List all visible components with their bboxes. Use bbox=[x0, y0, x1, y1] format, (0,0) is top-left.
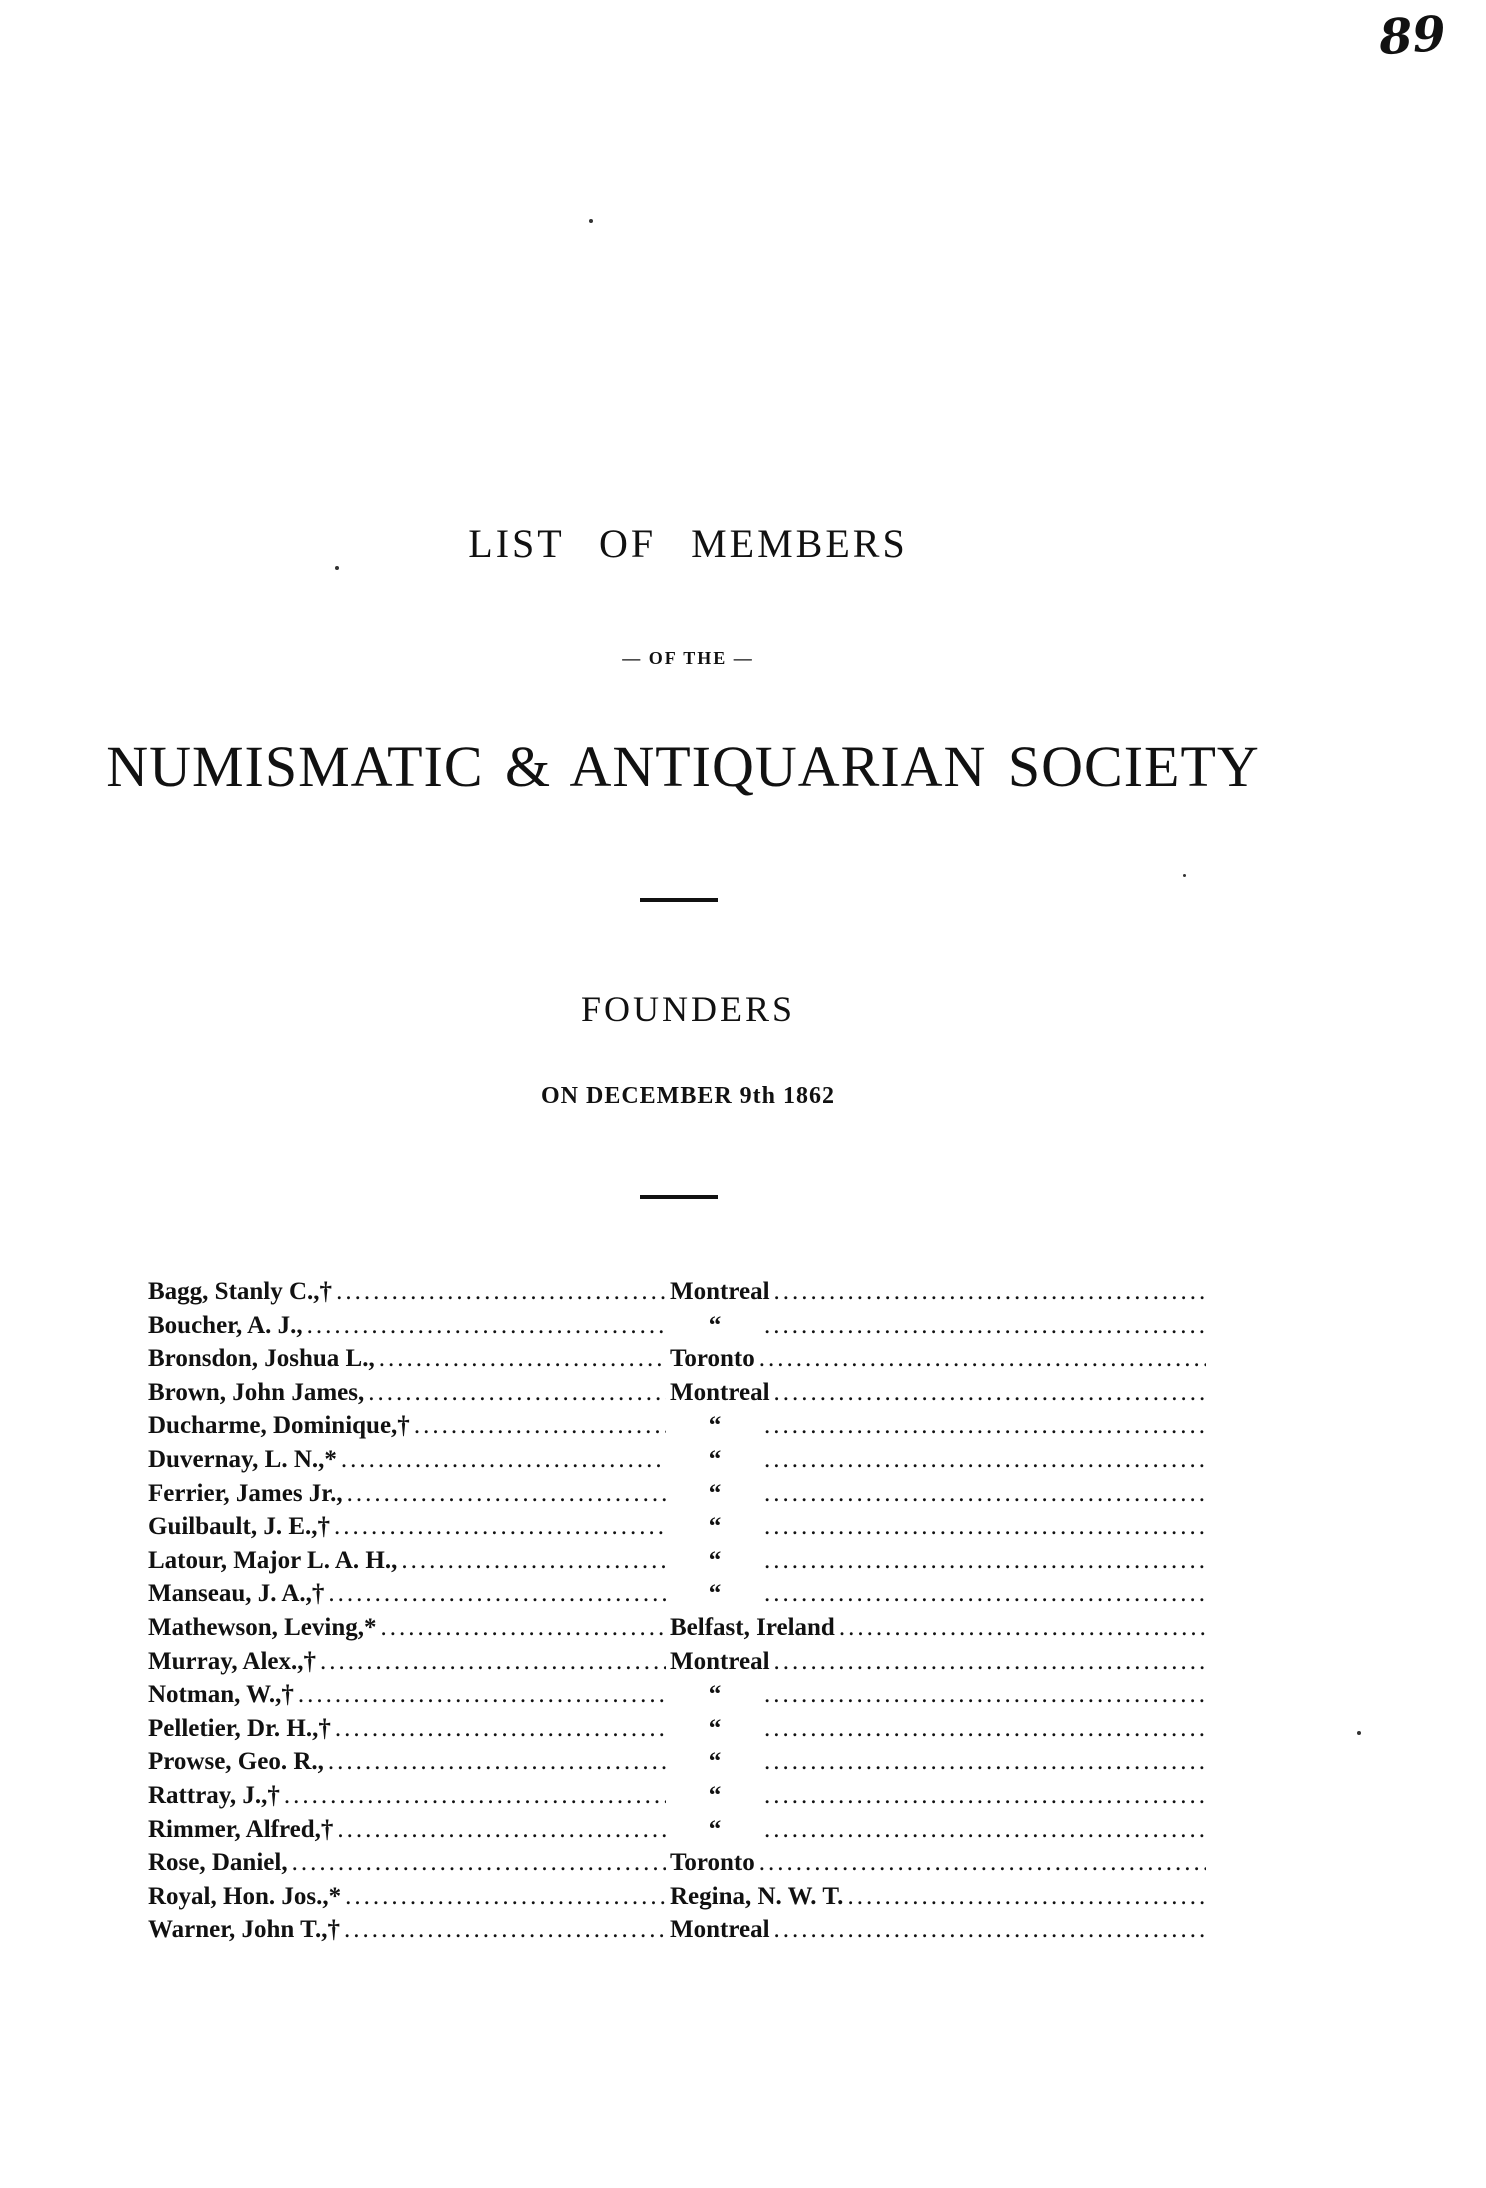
member-name: Guilbault, J. E.,† bbox=[148, 1513, 330, 1541]
member-place: “ bbox=[708, 1445, 722, 1473]
member-row bbox=[148, 1480, 1210, 1514]
member-place: “ bbox=[708, 1311, 722, 1339]
member-place: “ bbox=[708, 1815, 722, 1843]
member-name: Warner, John T.,† bbox=[148, 1916, 340, 1944]
member-name-cell bbox=[148, 1379, 670, 1407]
dot-leader bbox=[759, 1849, 1206, 1877]
dot-leader bbox=[344, 1916, 666, 1944]
member-name-cell bbox=[148, 1648, 670, 1676]
dot-leader bbox=[401, 1547, 666, 1575]
member-row bbox=[148, 1547, 1210, 1581]
member-place-cell bbox=[670, 1748, 1210, 1776]
member-place: “ bbox=[708, 1479, 722, 1507]
member-place-cell bbox=[670, 1379, 1210, 1407]
print-speck bbox=[1357, 1731, 1361, 1735]
member-row bbox=[148, 1312, 1210, 1346]
member-name: Prowse, Geo. R., bbox=[148, 1748, 324, 1776]
member-row bbox=[148, 1748, 1210, 1782]
member-place-cell bbox=[670, 1916, 1210, 1944]
dot-leader bbox=[764, 1580, 1206, 1608]
page-number: 89 bbox=[1377, 5, 1448, 67]
dot-leader bbox=[764, 1480, 1206, 1508]
member-place-cell bbox=[670, 1580, 1210, 1608]
member-row bbox=[148, 1681, 1210, 1715]
member-place-cell bbox=[670, 1648, 1210, 1676]
society-name: NUMISMATIC & ANTIQUARIAN SOCIETY bbox=[106, 734, 1260, 799]
member-name: Pelletier, Dr. H.,† bbox=[148, 1714, 331, 1742]
dot-leader bbox=[764, 1748, 1206, 1776]
dot-leader bbox=[298, 1681, 666, 1709]
member-list bbox=[148, 1278, 1210, 1950]
member-name: Rattray, J.,† bbox=[148, 1781, 280, 1809]
dot-leader bbox=[379, 1345, 666, 1373]
dot-leader bbox=[764, 1547, 1206, 1575]
member-name: Murray, Alex.,† bbox=[148, 1647, 317, 1675]
member-place: “ bbox=[708, 1513, 722, 1541]
dot-leader bbox=[759, 1345, 1206, 1373]
member-place: “ bbox=[708, 1681, 722, 1709]
dot-leader bbox=[320, 1648, 666, 1676]
member-place-cell bbox=[670, 1345, 1210, 1373]
member-name: Rose, Daniel, bbox=[148, 1849, 288, 1877]
member-place: Belfast, Ireland bbox=[670, 1613, 835, 1641]
member-name: Royal, Hon. Jos.,* bbox=[148, 1882, 342, 1910]
member-place: Toronto bbox=[670, 1849, 755, 1877]
member-name: Manseau, J. A.,† bbox=[148, 1580, 325, 1608]
member-name: Duvernay, L. N.,* bbox=[148, 1445, 337, 1473]
member-place-cell bbox=[670, 1849, 1210, 1877]
dot-leader bbox=[764, 1715, 1206, 1743]
dot-leader bbox=[774, 1916, 1206, 1944]
member-place: Regina, N. W. T. bbox=[670, 1882, 844, 1910]
dot-leader bbox=[334, 1513, 666, 1541]
print-speck bbox=[1183, 874, 1186, 877]
dot-leader bbox=[335, 1715, 666, 1743]
member-place-cell bbox=[670, 1883, 1210, 1911]
member-place: “ bbox=[708, 1748, 722, 1776]
member-place-cell bbox=[670, 1480, 1210, 1508]
divider-rule bbox=[640, 898, 718, 902]
member-name-cell bbox=[148, 1816, 670, 1844]
dot-leader bbox=[368, 1379, 666, 1407]
member-name: Brown, John James, bbox=[148, 1378, 365, 1406]
member-name: Ducharme, Dominique,† bbox=[148, 1412, 410, 1440]
member-name: Notman, W.,† bbox=[148, 1681, 294, 1709]
member-name-cell bbox=[148, 1446, 670, 1474]
member-row bbox=[148, 1614, 1210, 1648]
member-place: Montreal bbox=[670, 1378, 770, 1406]
divider-rule bbox=[640, 1195, 718, 1199]
dot-leader bbox=[345, 1883, 666, 1911]
member-name: Mathewson, Leving,* bbox=[148, 1613, 377, 1641]
founders-heading: FOUNDERS bbox=[580, 989, 796, 1029]
member-name-cell bbox=[148, 1580, 670, 1608]
member-place-cell bbox=[670, 1681, 1210, 1709]
member-place: “ bbox=[708, 1714, 722, 1742]
dot-leader bbox=[380, 1614, 666, 1642]
dot-leader bbox=[347, 1480, 666, 1508]
dot-leader bbox=[307, 1312, 666, 1340]
member-name-cell bbox=[148, 1715, 670, 1743]
member-place-cell bbox=[670, 1278, 1210, 1306]
member-name-cell bbox=[148, 1547, 670, 1575]
member-name-cell bbox=[148, 1782, 670, 1810]
member-name-cell bbox=[148, 1748, 670, 1776]
member-place-cell bbox=[670, 1513, 1210, 1541]
dot-leader bbox=[337, 1816, 666, 1844]
member-row bbox=[148, 1379, 1210, 1413]
member-place-cell bbox=[670, 1412, 1210, 1440]
member-row bbox=[148, 1278, 1210, 1312]
dot-leader bbox=[764, 1513, 1206, 1541]
member-name-cell bbox=[148, 1480, 670, 1508]
dot-leader bbox=[328, 1580, 666, 1608]
member-place: “ bbox=[708, 1412, 722, 1440]
member-place: “ bbox=[708, 1546, 722, 1574]
member-row bbox=[148, 1513, 1210, 1547]
dot-leader bbox=[764, 1782, 1206, 1810]
member-row bbox=[148, 1345, 1210, 1379]
dot-leader bbox=[764, 1412, 1206, 1440]
member-place: Toronto bbox=[670, 1345, 755, 1373]
member-row bbox=[148, 1849, 1210, 1883]
member-place-cell bbox=[670, 1782, 1210, 1810]
member-place-cell bbox=[670, 1715, 1210, 1743]
founded-date: ON DECEMBER 9th 1862 bbox=[540, 1083, 836, 1109]
member-name: Bronsdon, Joshua L., bbox=[148, 1345, 375, 1373]
dot-leader bbox=[328, 1748, 666, 1776]
member-name: Latour, Major L. A. H., bbox=[148, 1546, 398, 1574]
dot-leader bbox=[774, 1648, 1206, 1676]
dot-leader bbox=[292, 1849, 666, 1877]
member-row bbox=[148, 1412, 1210, 1446]
member-row bbox=[148, 1446, 1210, 1480]
member-name-cell bbox=[148, 1278, 670, 1306]
dot-leader bbox=[764, 1816, 1206, 1844]
member-name-cell bbox=[148, 1345, 670, 1373]
dot-leader bbox=[847, 1883, 1206, 1911]
member-place-cell bbox=[670, 1816, 1210, 1844]
dot-leader bbox=[284, 1782, 666, 1810]
member-place-cell bbox=[670, 1614, 1210, 1642]
member-name-cell bbox=[148, 1513, 670, 1541]
list-title: LIST OF MEMBERS bbox=[468, 521, 908, 566]
member-row bbox=[148, 1580, 1210, 1614]
member-name-cell bbox=[148, 1412, 670, 1440]
dot-leader bbox=[764, 1312, 1206, 1340]
member-place: “ bbox=[708, 1781, 722, 1809]
dot-leader bbox=[774, 1379, 1206, 1407]
dot-leader bbox=[764, 1446, 1206, 1474]
member-place: Montreal bbox=[670, 1916, 770, 1944]
member-row bbox=[148, 1715, 1210, 1749]
member-place-cell bbox=[670, 1446, 1210, 1474]
dot-leader bbox=[341, 1446, 666, 1474]
member-place: Montreal bbox=[670, 1647, 770, 1675]
member-place-cell bbox=[670, 1547, 1210, 1575]
print-speck bbox=[589, 219, 593, 223]
member-name: Boucher, A. J., bbox=[148, 1311, 303, 1339]
member-name-cell bbox=[148, 1614, 670, 1642]
member-name-cell bbox=[148, 1883, 670, 1911]
dot-leader bbox=[839, 1614, 1206, 1642]
dot-leader bbox=[414, 1412, 666, 1440]
member-name-cell bbox=[148, 1312, 670, 1340]
member-row bbox=[148, 1816, 1210, 1850]
member-name: Rimmer, Alfred,† bbox=[148, 1815, 334, 1843]
of-the-subtitle: — OF THE — bbox=[622, 648, 754, 668]
member-row bbox=[148, 1916, 1210, 1950]
member-name-cell bbox=[148, 1849, 670, 1877]
member-row bbox=[148, 1648, 1210, 1682]
member-place-cell bbox=[670, 1312, 1210, 1340]
member-name-cell bbox=[148, 1681, 670, 1709]
member-name: Bagg, Stanly C.,† bbox=[148, 1278, 333, 1305]
member-place: “ bbox=[708, 1580, 722, 1608]
dot-leader bbox=[774, 1278, 1206, 1306]
dot-leader bbox=[336, 1278, 666, 1306]
dot-leader bbox=[764, 1681, 1206, 1709]
member-name-cell bbox=[148, 1916, 670, 1944]
member-place: Montreal bbox=[670, 1278, 770, 1305]
member-row bbox=[148, 1782, 1210, 1816]
member-row bbox=[148, 1883, 1210, 1917]
member-name: Ferrier, James Jr., bbox=[148, 1479, 343, 1507]
